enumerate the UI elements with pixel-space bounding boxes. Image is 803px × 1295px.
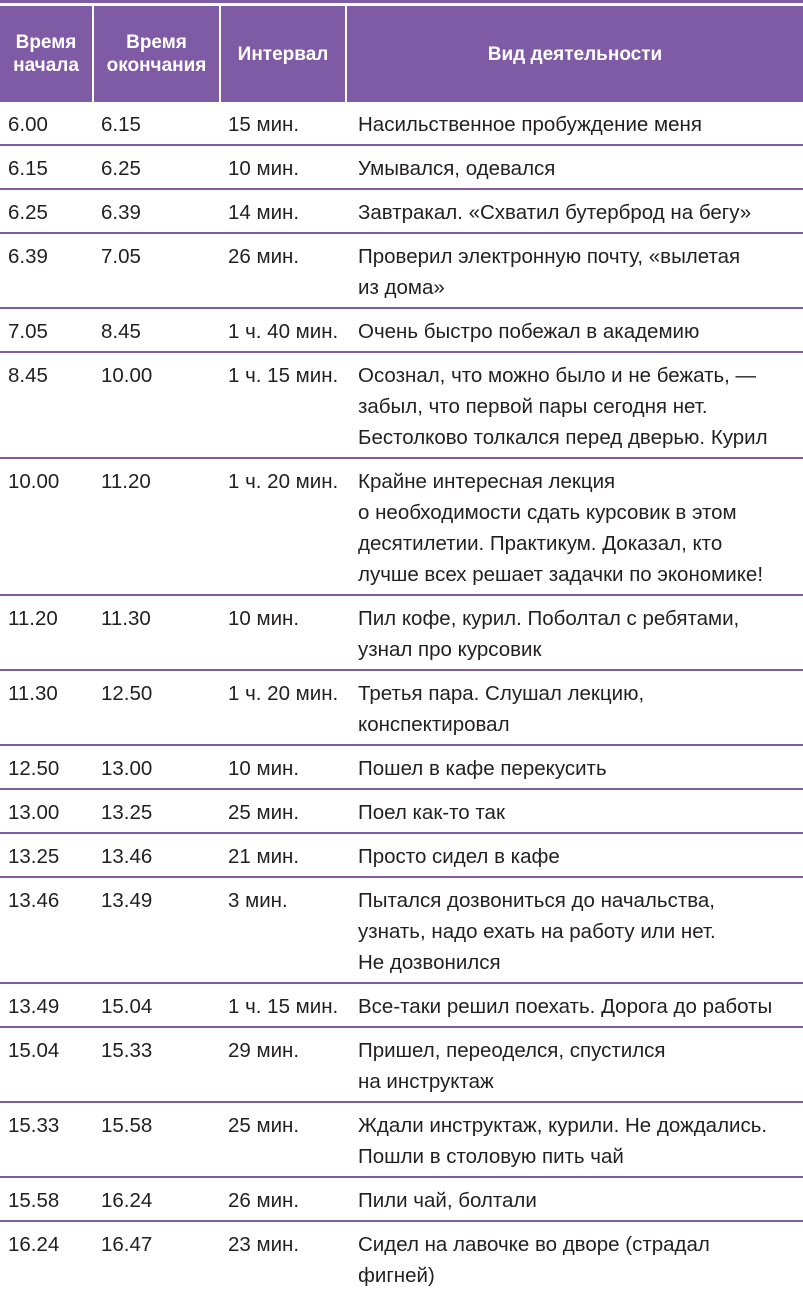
activity-line: Пили чай, болтали <box>358 1189 537 1212</box>
table-row <box>0 189 803 233</box>
activity-line: Поел как-то так <box>358 801 505 824</box>
table-row <box>0 145 803 189</box>
activity-line: Пил кофе, курил. Поболтал с ребятами, <box>358 607 740 630</box>
start-time-cell: 11.30 <box>0 670 93 745</box>
end-time-cell: 15.33 <box>93 1027 220 1102</box>
activity-line: Крайне интересная лекция <box>358 470 616 493</box>
interval-cell: 1 ч. 20 мин. <box>220 670 346 745</box>
activity-cell <box>346 1221 803 1295</box>
activity-line: Осознал, что можно было и не бежать, — <box>358 364 757 387</box>
table-row <box>0 458 803 595</box>
activity-cell <box>346 189 803 233</box>
start-time-cell: 15.04 <box>0 1027 93 1102</box>
table-row <box>0 745 803 789</box>
interval-cell: 25 мин. <box>220 789 346 833</box>
header-row <box>0 6 803 102</box>
start-time-cell: 6.00 <box>8 113 48 136</box>
activity-cell <box>346 1027 803 1102</box>
end-time-cell: 11.30 <box>93 595 220 670</box>
activity-line: Пришел, переоделся, спустился <box>358 1039 666 1062</box>
end-time-cell: 7.05 <box>93 233 220 308</box>
interval-cell: 1 ч. 20 мин. <box>220 458 346 595</box>
start-time-cell: 15.58 <box>0 1177 93 1221</box>
activity-line: Просто сидел в кафе <box>358 845 560 868</box>
activity-line: конспектировал <box>358 713 510 736</box>
interval-cell: 10 мин. <box>220 595 346 670</box>
activity-cell <box>346 1102 803 1177</box>
activity-line: Все-таки решил поехать. Дорога до работы <box>358 995 773 1018</box>
end-time-cell: 15.04 <box>93 983 220 1027</box>
time-log-table <box>0 6 803 1295</box>
table-row <box>0 789 803 833</box>
activity-cell <box>346 670 803 745</box>
end-time-cell: 13.49 <box>93 877 220 983</box>
activity-cell <box>346 833 803 877</box>
end-time-cell: 10.00 <box>93 352 220 458</box>
header-activity: Вид деятельности <box>346 6 803 102</box>
header-interval: Интервал <box>220 6 346 102</box>
activity-line: фигней) <box>358 1264 435 1287</box>
table-row <box>0 877 803 983</box>
start-time-cell: 13.00 <box>0 789 93 833</box>
interval-cell: 15 мин. <box>228 113 300 136</box>
table-row <box>0 102 803 145</box>
start-time-cell: 13.46 <box>0 877 93 983</box>
activity-line: Завтракал. «Схватил бутерброд на бегу» <box>358 201 752 224</box>
activity-cell <box>346 789 803 833</box>
table-row <box>0 670 803 745</box>
table-row <box>0 833 803 877</box>
start-time-cell: 6.15 <box>0 145 93 189</box>
activity-cell <box>346 877 803 983</box>
table-row <box>0 1177 803 1221</box>
activity-line: Третья пара. Слушал лекцию, <box>358 682 645 705</box>
header-start-time: Время начала <box>0 6 93 102</box>
activity-cell <box>346 745 803 789</box>
activity-line: о необходимости сдать курсовик в этом <box>358 501 737 524</box>
start-time-cell: 7.05 <box>0 308 93 352</box>
end-time-cell: 13.46 <box>93 833 220 877</box>
activity-line: узнать, надо ехать на работу или нет. <box>358 920 716 943</box>
activity-cell <box>346 352 803 458</box>
activity-cell <box>346 233 803 308</box>
activity-line: Пошел в кафе перекусить <box>358 757 607 780</box>
interval-cell: 26 мин. <box>220 1177 346 1221</box>
start-time-cell: 11.20 <box>0 595 93 670</box>
activity-line: Бестолково толкался перед дверью. Курил <box>358 426 768 449</box>
activity-cell <box>346 983 803 1027</box>
table-row <box>0 1027 803 1102</box>
end-time-cell: 8.45 <box>93 308 220 352</box>
end-time-cell: 12.50 <box>93 670 220 745</box>
activity-cell <box>346 308 803 352</box>
activity-cell <box>346 458 803 595</box>
activity-line: лучше всех решает задачки по экономике! <box>358 563 764 586</box>
interval-cell: 10 мин. <box>220 145 346 189</box>
end-time-cell: 15.58 <box>93 1102 220 1177</box>
start-time-cell: 13.49 <box>0 983 93 1027</box>
activity-line: Не дозвонился <box>358 951 501 974</box>
activity-cell <box>346 102 803 145</box>
start-time-cell: 8.45 <box>0 352 93 458</box>
activity-line: Насильственное пробуждение меня <box>358 113 702 136</box>
activity-line: десятилетии. Практикум. Доказал, кто <box>358 532 723 555</box>
header-end-time: Время окончания <box>93 6 220 102</box>
start-time-cell: 6.39 <box>0 233 93 308</box>
activity-line: из дома» <box>358 276 445 299</box>
activity-cell <box>346 145 803 189</box>
table-row <box>0 308 803 352</box>
table-row <box>0 1221 803 1295</box>
table-row <box>0 983 803 1027</box>
end-time-cell: 6.25 <box>93 145 220 189</box>
activity-line: Проверил электронную почту, «вылетая <box>358 245 741 268</box>
start-time-cell: 10.00 <box>0 458 93 595</box>
start-time-cell: 16.24 <box>0 1221 93 1295</box>
activity-line: на инструктаж <box>358 1070 494 1093</box>
table-row <box>0 595 803 670</box>
interval-cell: 25 мин. <box>220 1102 346 1177</box>
activity-cell <box>346 1177 803 1221</box>
top-rule <box>0 0 803 3</box>
interval-cell: 1 ч. 15 мин. <box>220 352 346 458</box>
end-time-cell: 6.15 <box>101 113 141 136</box>
activity-line: Очень быстро побежал в академию <box>358 320 700 343</box>
table-row <box>0 1102 803 1177</box>
activity-cell <box>346 595 803 670</box>
interval-cell: 29 мин. <box>220 1027 346 1102</box>
interval-cell: 26 мин. <box>220 233 346 308</box>
interval-cell: 23 мин. <box>220 1221 346 1295</box>
end-time-cell: 11.20 <box>93 458 220 595</box>
end-time-cell: 16.24 <box>93 1177 220 1221</box>
interval-cell: 21 мин. <box>220 833 346 877</box>
interval-cell: 10 мин. <box>220 745 346 789</box>
interval-cell: 1 ч. 40 мин. <box>220 308 346 352</box>
end-time-cell: 6.39 <box>93 189 220 233</box>
start-time-cell: 12.50 <box>0 745 93 789</box>
start-time-cell: 13.25 <box>0 833 93 877</box>
activity-line: Пытался дозвониться до начальства, <box>358 889 715 912</box>
interval-cell: 14 мин. <box>220 189 346 233</box>
end-time-cell: 16.47 <box>93 1221 220 1295</box>
activity-line: забыл, что первой пары сегодня нет. <box>358 395 708 418</box>
activity-line: Пошли в столовую пить чай <box>358 1145 624 1168</box>
interval-cell: 1 ч. 15 мин. <box>220 983 346 1027</box>
activity-line: Сидел на лавочке во дворе (страдал <box>358 1233 710 1256</box>
interval-cell: 3 мин. <box>220 877 346 983</box>
end-time-cell: 13.25 <box>93 789 220 833</box>
start-time-cell: 15.33 <box>0 1102 93 1177</box>
table-row <box>0 233 803 308</box>
end-time-cell: 13.00 <box>93 745 220 789</box>
table-row <box>0 352 803 458</box>
activity-line: Умывался, одевался <box>358 157 556 180</box>
start-time-cell: 6.25 <box>0 189 93 233</box>
activity-line: Ждали инструктаж, курили. Не дождались. <box>358 1114 768 1137</box>
activity-line: узнал про курсовик <box>358 638 542 661</box>
